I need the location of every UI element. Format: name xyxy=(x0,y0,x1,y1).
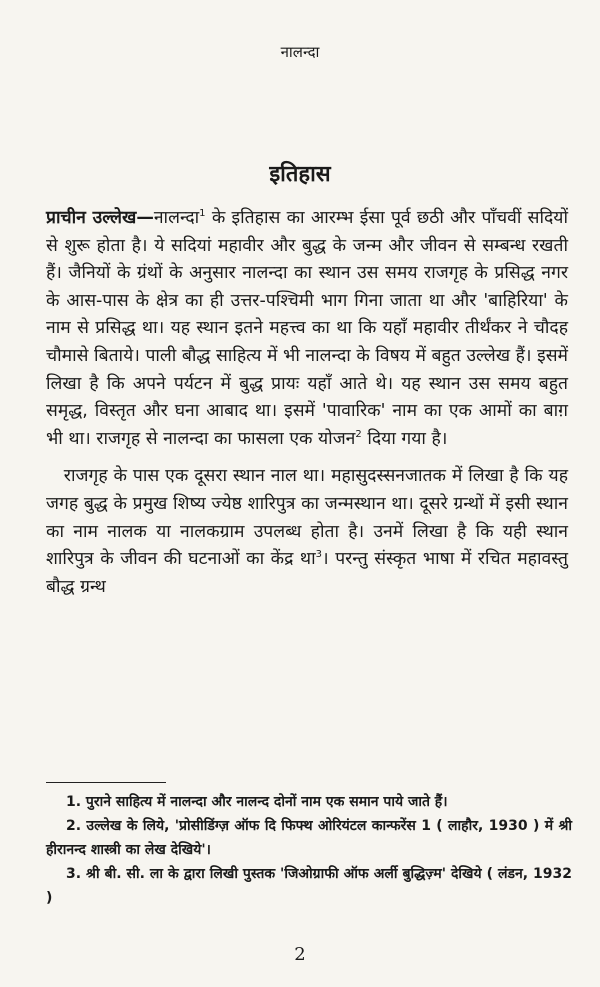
section-heading: इतिहास xyxy=(269,162,331,187)
paragraph-lead: प्राचीन उल्लेख— xyxy=(46,208,154,228)
paragraph-2 xyxy=(46,463,568,601)
footnote-ref-3: 3 xyxy=(315,549,323,561)
footnote-2: 2. उल्लेख के लिये, 'प्रोसीडिंग्ज़ ऑफ दि फिफ्थ ओरियंटल कान्फरेंस 1 ( लाहौर, 1930 ) में श्री हीरानन्द शास्त्री का लेख देखिये'। xyxy=(46,818,572,858)
paragraph-1-text-c: दिया गया है। xyxy=(361,428,448,449)
paragraph-1 xyxy=(46,205,568,453)
paragraph-1-text-a: नालन्दा xyxy=(153,208,200,228)
footnote-ref-1: 1 xyxy=(199,208,206,220)
footnotes xyxy=(46,790,572,910)
running-head: नालन्दा xyxy=(280,43,320,61)
footnote-3: 3. श्री बी. सी. ला के द्वारा लिखी पुस्तक 'जिओग्राफी ऑफ अर्ली बुद्धिज़्म' देखिये ( लंडन, 1932 ) xyxy=(46,866,572,906)
page-number: 2 xyxy=(294,944,306,965)
body-text xyxy=(46,205,568,611)
footnote-ref-2: 2 xyxy=(355,428,362,440)
footnote-rule xyxy=(46,782,166,783)
paragraph-2-text-a: राजगृह के पास एक दूसरा स्थान नाल था। महासुदस्सनजातक में लिखा है कि यह जगह बुद्ध के प्रमुख शिष्य ज्येष्ठ शारिपुत्र का जन्मस्थान था। दूसरे ग्रन्थों में इसी स्थान का नाम नालक या नालकग्राम उपलब्ध होता है। उनमें लिखा है कि यही स्थान शारिपुत्र के जीवन की घटनाओं का केंद्र था xyxy=(46,466,568,570)
paragraph-2-text-b: । परन्तु संस्कृत भाषा में रचित महावस्तु बौद्ध ग्रन्थ xyxy=(46,549,568,597)
footnote-1: 1. पुराने साहित्य में नालन्दा और नालन्द दोनों नाम एक समान पाये जाते हैं। xyxy=(66,794,448,810)
paragraph-1-text-b: के इतिहास का आरम्भ ईसा पूर्व छठी और पाँचवीं सदियों से शुरू होता है। ये सदियां महावीर और बुद्ध के जन्म और जीवन से सम्बन्ध रखती हैं। जैनियों के ग्रंथों के अनुसार नालन्दा का स्थान उस समय राजगृह के प्रसिद्ध नगर के आस-पास के क्षेत्र का ही उत्तर-पश्चिमी भाग गिना जाता था और 'बाहिरिया' के नाम से प्रसिद्ध था। यह स्थान इतने महत्त्व का था कि यहाँ महावीर तीर्थंकर ने चौदह चौमासे बिताये। पाली बौद्ध साहित्य में भी नालन्दा के विषय में बहुत उल्लेख हैं। इसमें लिखा है कि अपने पर्यटन में बुद्ध प्रायः यहाँ आते थे। यह स्थान उस समय बहुत समृद्ध, विस्तृत और घना आबाद था। इसमें 'पावारिक' नाम का एक आमों का बाग़ भी था। राजगृह से नालन्दा का फासला एक योजन xyxy=(46,208,568,449)
